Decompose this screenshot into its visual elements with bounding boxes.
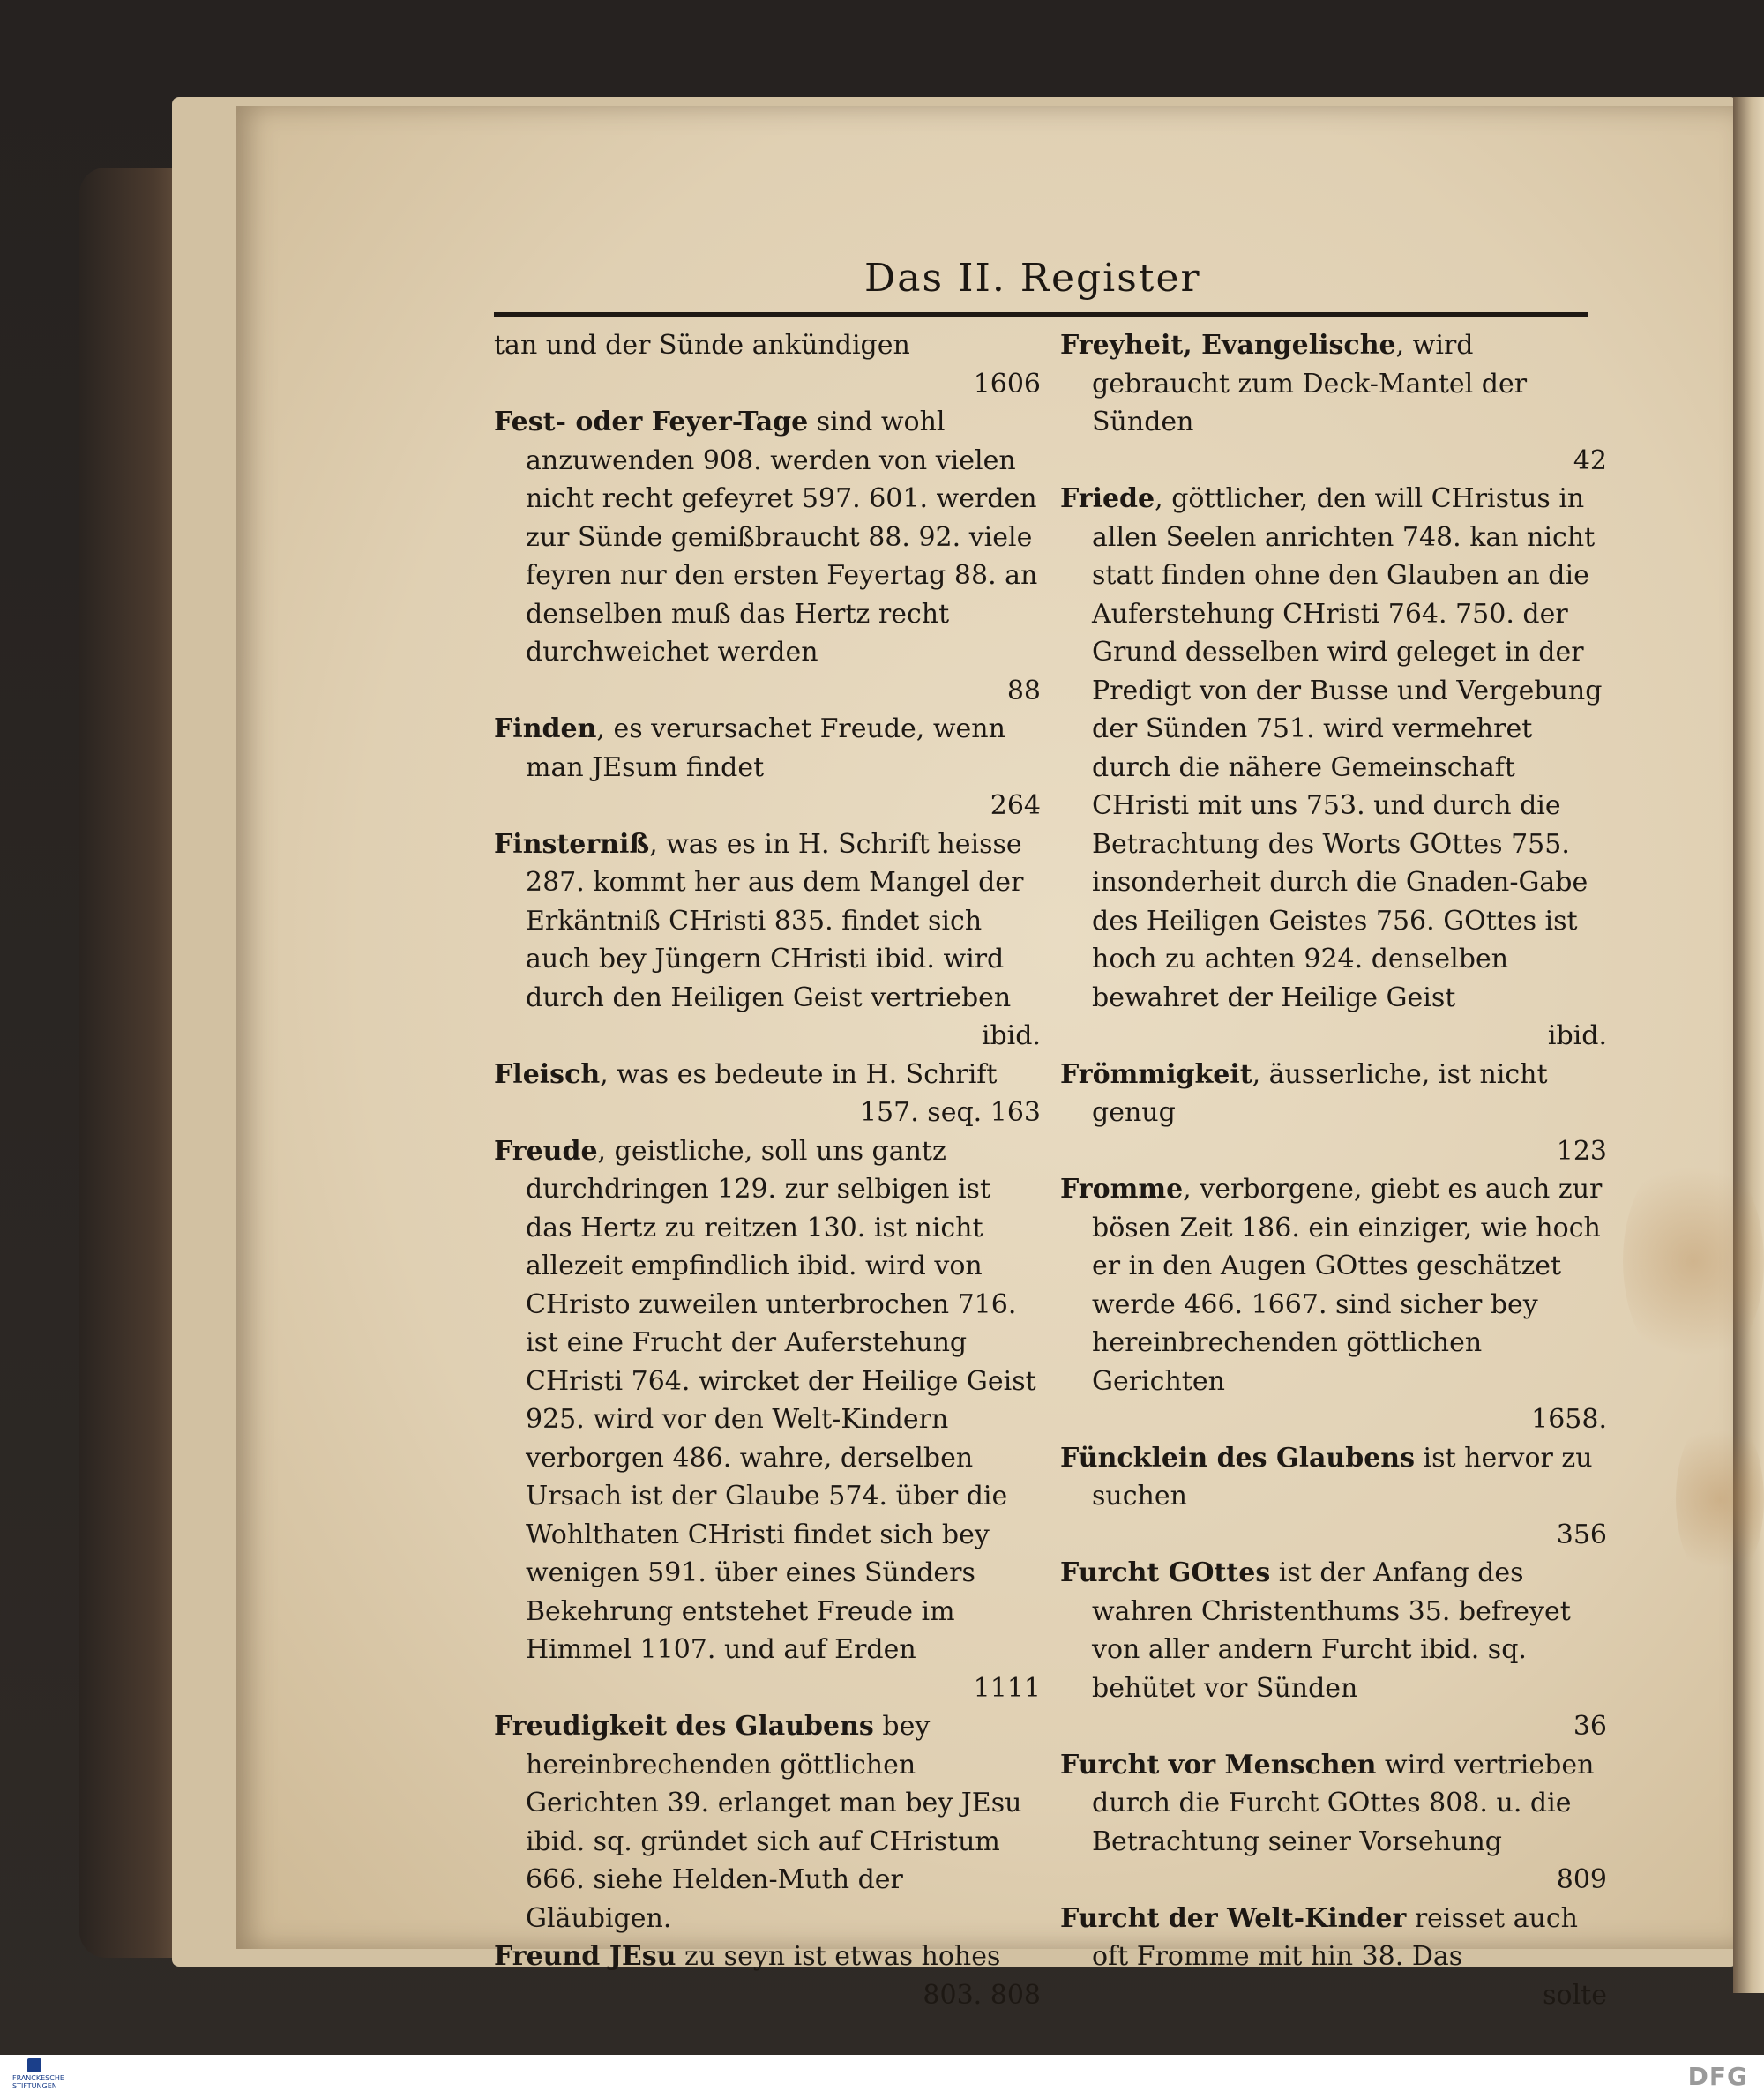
entry-headword: Finden bbox=[494, 713, 597, 744]
facing-page-edge bbox=[1733, 97, 1764, 1993]
entry-headword: Füncklein des Glaubens bbox=[1060, 1442, 1416, 1474]
index-entry bbox=[494, 1707, 1041, 1937]
viewer-footer bbox=[0, 2055, 1764, 2098]
entry-headword: Fest- oder Feyer-Tage bbox=[494, 407, 809, 437]
index-entry bbox=[494, 825, 1041, 1018]
entry-headword: Fromme bbox=[1060, 1174, 1184, 1205]
entry-headword: Finsterniß bbox=[494, 828, 650, 860]
index-entry bbox=[1060, 1056, 1607, 1132]
index-entry bbox=[494, 710, 1041, 787]
entry-page-reference: 803. 808 bbox=[923, 1979, 1041, 2011]
entry-page-reference: 1606 bbox=[973, 368, 1041, 399]
entry-headword: Freude bbox=[494, 1135, 598, 1167]
entry-page-reference: 157. seq. 163 bbox=[859, 1097, 1041, 1128]
index-entry bbox=[1060, 1554, 1607, 1707]
water-stain bbox=[1623, 1146, 1764, 1376]
entry-text: reisset auch oft Fromme mit hin 38. Das bbox=[1092, 1902, 1578, 1972]
entry-text: bey hereinbrechenden göttlichen Gerichten 39. erlanget man bey JEsu ibid. sq. gründet sich auf CHristum 666. siehe Helden-Muth der Gläubigen. bbox=[526, 1711, 1022, 1934]
entry-text: zu seyn ist etwas hohes bbox=[676, 1941, 1001, 1972]
entry-text: , was es in H. Schrift heisse 287. kommt her aus dem Mangel der Erkäntniß CHristi 835. findet sich auch bey Jüngern CHristi ibid. wird durch den Heiligen Geist vertrieben bbox=[526, 828, 1024, 1013]
entry-page-reference: ibid. bbox=[981, 1020, 1041, 1051]
entry-headword: Fleisch bbox=[494, 1058, 601, 1090]
entry-page-reference: 809 bbox=[1556, 1864, 1607, 1895]
logo-text: FRANCKESCHE STIFTUNGEN bbox=[12, 2074, 64, 2090]
entry-headword: Furcht der Welt-Kinder bbox=[1060, 1902, 1407, 1934]
index-entry bbox=[1060, 1170, 1607, 1400]
entry-page-reference: 1111 bbox=[973, 1672, 1041, 1704]
entry-text: wird vertrieben durch die Furcht GOttes 808. u. die Betrachtung seiner Vorsehung bbox=[1092, 1749, 1595, 1857]
entry-text: , göttlicher, den will CHristus in allen Seelen anrichten 748. kan nicht statt finden ohne den Glauben an die Auferstehung CHristi 764. 750. der Grund desselben wird geleget in der Predigt von der Busse und Vergebung der Sünden 751. wird vermehret durch die nähere Gemeinschaft CHristi mit uns 753. und durch die Betrachtung des Worts GOttes 755. insonderheit durch die Gnaden-Gabe des Heiligen Geistes 756. GOttes ist hoch zu achten 924. denselben bewahret der Heilige Geist bbox=[1092, 483, 1603, 1013]
entry-headword: Freudigkeit des Glaubens bbox=[494, 1711, 874, 1742]
index-entry bbox=[1060, 326, 1607, 442]
entry-headword: Friede bbox=[1060, 483, 1155, 514]
entry-headword: Furcht vor Menschen bbox=[1060, 1749, 1377, 1781]
entry-headword: Freyheit, Evangelische bbox=[1060, 330, 1396, 361]
entry-page-reference: 88 bbox=[1006, 675, 1041, 706]
index-entry bbox=[1060, 1439, 1607, 1516]
dfg-logo[interactable]: DFG bbox=[1687, 2062, 1748, 2091]
entry-text: , es verursachet Freude, wenn man JEsum findet bbox=[526, 713, 1005, 783]
entry-page-reference: 356 bbox=[1556, 1519, 1607, 1550]
index-entry bbox=[494, 403, 1041, 672]
entry-text: ist hervor zu suchen bbox=[1092, 1442, 1593, 1512]
entry-headword: Freund JEsu bbox=[494, 1941, 676, 1972]
entry-text: tan und der Sünde ankündigen bbox=[494, 330, 910, 361]
header-rule bbox=[494, 312, 1588, 317]
entry-page-reference: 42 bbox=[1573, 444, 1607, 476]
entry-text: , verborgene, giebt es auch zur bösen Zeit 186. ein einziger, wie hoch er in den Augen GOttes geschätzet werde 466. 1667. sind sicher bey hereinbrechenden göttlichen Gerichten bbox=[1092, 1174, 1603, 1397]
entry-page-reference: ibid. bbox=[1547, 1020, 1607, 1051]
entry-text: ist der Anfang des wahren Christenthums 35. befreyet von aller andern Furcht ibid. sq. behütet vor Sünden bbox=[1092, 1557, 1571, 1704]
entry-page-reference: 123 bbox=[1556, 1135, 1607, 1167]
entry-page-reference: solte bbox=[1543, 1979, 1607, 2011]
logo-mark-icon bbox=[27, 2058, 41, 2072]
institution-logo[interactable] bbox=[12, 2058, 64, 2095]
index-entry bbox=[494, 326, 1041, 365]
running-head: Das II. Register bbox=[864, 256, 1201, 301]
index-entry bbox=[1060, 480, 1607, 1017]
water-stain bbox=[1676, 1411, 1764, 1587]
entry-text: sind wohl anzuwenden 908. werden von vielen nicht recht gefeyret 597. 601. werden zur Sünde gemißbraucht 88. 92. viele feyren nur den ersten Feyertag 88. an denselben muß das Hertz recht durchweichet werden bbox=[526, 407, 1038, 668]
entry-text: , geistliche, soll uns gantz durchdringen 129. zur selbigen ist das Hertz zu reitzen 130. ist nicht allezeit empfindlich ibid. wird von CHristo zuweilen unterbrochen 716. ist eine Frucht der Auferstehung CHristi 764. wircket der Heilige Geist 925. wird vor den Welt-Kindern verborgen 486. wahre, derselben Ursach ist der Glaube 574. über die Wohlthaten CHristi findet sich bey wenigen 591. über eines Sünders Bekehrung entstehet Freude im Himmel 1107. und auf Erden bbox=[526, 1135, 1036, 1665]
entry-headword: Frömmigkeit bbox=[1060, 1058, 1252, 1090]
left-column bbox=[494, 326, 1041, 2014]
index-entry bbox=[1060, 1900, 1607, 1976]
right-column bbox=[1060, 326, 1607, 2014]
entry-headword: Furcht GOttes bbox=[1060, 1557, 1271, 1588]
entry-page-reference: 264 bbox=[990, 790, 1041, 821]
index-entry bbox=[1060, 1746, 1607, 1862]
entry-text: , äusserliche, ist nicht genug bbox=[1092, 1058, 1548, 1128]
index-entry bbox=[494, 1056, 1041, 1094]
index-entry bbox=[494, 1132, 1041, 1669]
entry-page-reference: 1658. bbox=[1531, 1404, 1607, 1435]
entry-page-reference: 36 bbox=[1573, 1711, 1607, 1742]
index-entry bbox=[494, 1937, 1041, 1976]
entry-text: , was es bedeute in H. Schrift bbox=[600, 1058, 998, 1090]
entry-text: , wird gebraucht zum Deck-Mantel der Sünden bbox=[1092, 330, 1528, 437]
